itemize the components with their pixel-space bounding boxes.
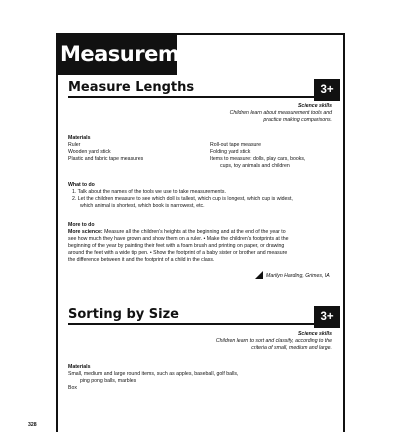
more-science-text: the difference between it and the footprint of a child in the class. bbox=[68, 257, 215, 263]
skills-line-2: practice making comparisons. bbox=[263, 117, 332, 123]
what-to-do-heading: What to do bbox=[68, 182, 95, 188]
skills-line-2: criteria of small, medium and large. bbox=[251, 345, 332, 351]
more-science-text: around the feet with a wide tip pen. • Show the footprint of a baby sister or brother and measure bbox=[68, 250, 288, 256]
material-item: Wooden yard stick bbox=[68, 149, 111, 155]
material-item: Folding yard stick bbox=[210, 149, 251, 155]
step-item: 1. Talk about the names of the tools we use to take measurements. bbox=[72, 189, 226, 195]
step-item: which animal is shortest, which book is narrowest, etc. bbox=[80, 203, 205, 209]
age-badge: 3+ bbox=[314, 306, 340, 328]
frame-left-rule bbox=[56, 75, 58, 432]
materials-heading: Materials bbox=[68, 135, 91, 141]
more-science-text: see how much they have grown and show them on a ruler. • Make the children's footprints at the bbox=[68, 236, 289, 242]
material-item: ping pong balls, marbles bbox=[80, 378, 137, 384]
age-badge: 3+ bbox=[314, 79, 340, 101]
page-number: 328 bbox=[28, 422, 37, 428]
more-science-text: beginning of the year by painting their feet with a foam brush and printing on paper, or drawing bbox=[68, 243, 285, 249]
step-item: 2. Let the children measure to see which doll is tallest, which cup is longest, which cup is widest, bbox=[72, 196, 293, 202]
skills-line-1: Children learn about measurement tools and bbox=[229, 110, 332, 116]
more-science-text: Measure all the children's heights at the beginning and at the end of the year to bbox=[104, 229, 286, 235]
material-item: Ruler bbox=[68, 142, 81, 148]
material-item: Roll-out tape measure bbox=[210, 142, 262, 148]
material-item: Plastic and fabric tape measures bbox=[68, 156, 144, 162]
section-title-rule bbox=[68, 323, 318, 325]
chapter-banner-title: Measurement bbox=[60, 42, 217, 66]
section-title-rule bbox=[68, 96, 318, 98]
section-title-sorting-by-size: Sorting by Size bbox=[68, 307, 179, 322]
materials-heading: Materials bbox=[68, 364, 91, 370]
skills-heading: Science skills bbox=[297, 103, 332, 109]
frame-top-rule bbox=[177, 33, 345, 35]
skills-line-1: Children learn to sort and classify, according to the bbox=[215, 338, 332, 344]
author-credit: Marilyn Harding, Grimes, IA bbox=[266, 273, 330, 279]
skills-heading: Science skills bbox=[297, 331, 332, 337]
section-title-measure-lengths: Measure Lengths bbox=[68, 80, 195, 95]
frame-right-rule bbox=[343, 33, 345, 432]
material-item: Items to measure: dolls, play cars, books, bbox=[210, 156, 306, 162]
author-triangle-icon bbox=[255, 271, 263, 279]
material-item: Box bbox=[68, 385, 77, 391]
more-science-line bbox=[68, 229, 286, 235]
material-item: cups, toy animals and children bbox=[220, 163, 290, 169]
more-science-label: More science: bbox=[68, 229, 103, 235]
more-to-do-heading: More to do bbox=[68, 222, 95, 228]
material-item: Small, medium and large round items, such as apples, baseball, golf balls, bbox=[68, 371, 239, 377]
